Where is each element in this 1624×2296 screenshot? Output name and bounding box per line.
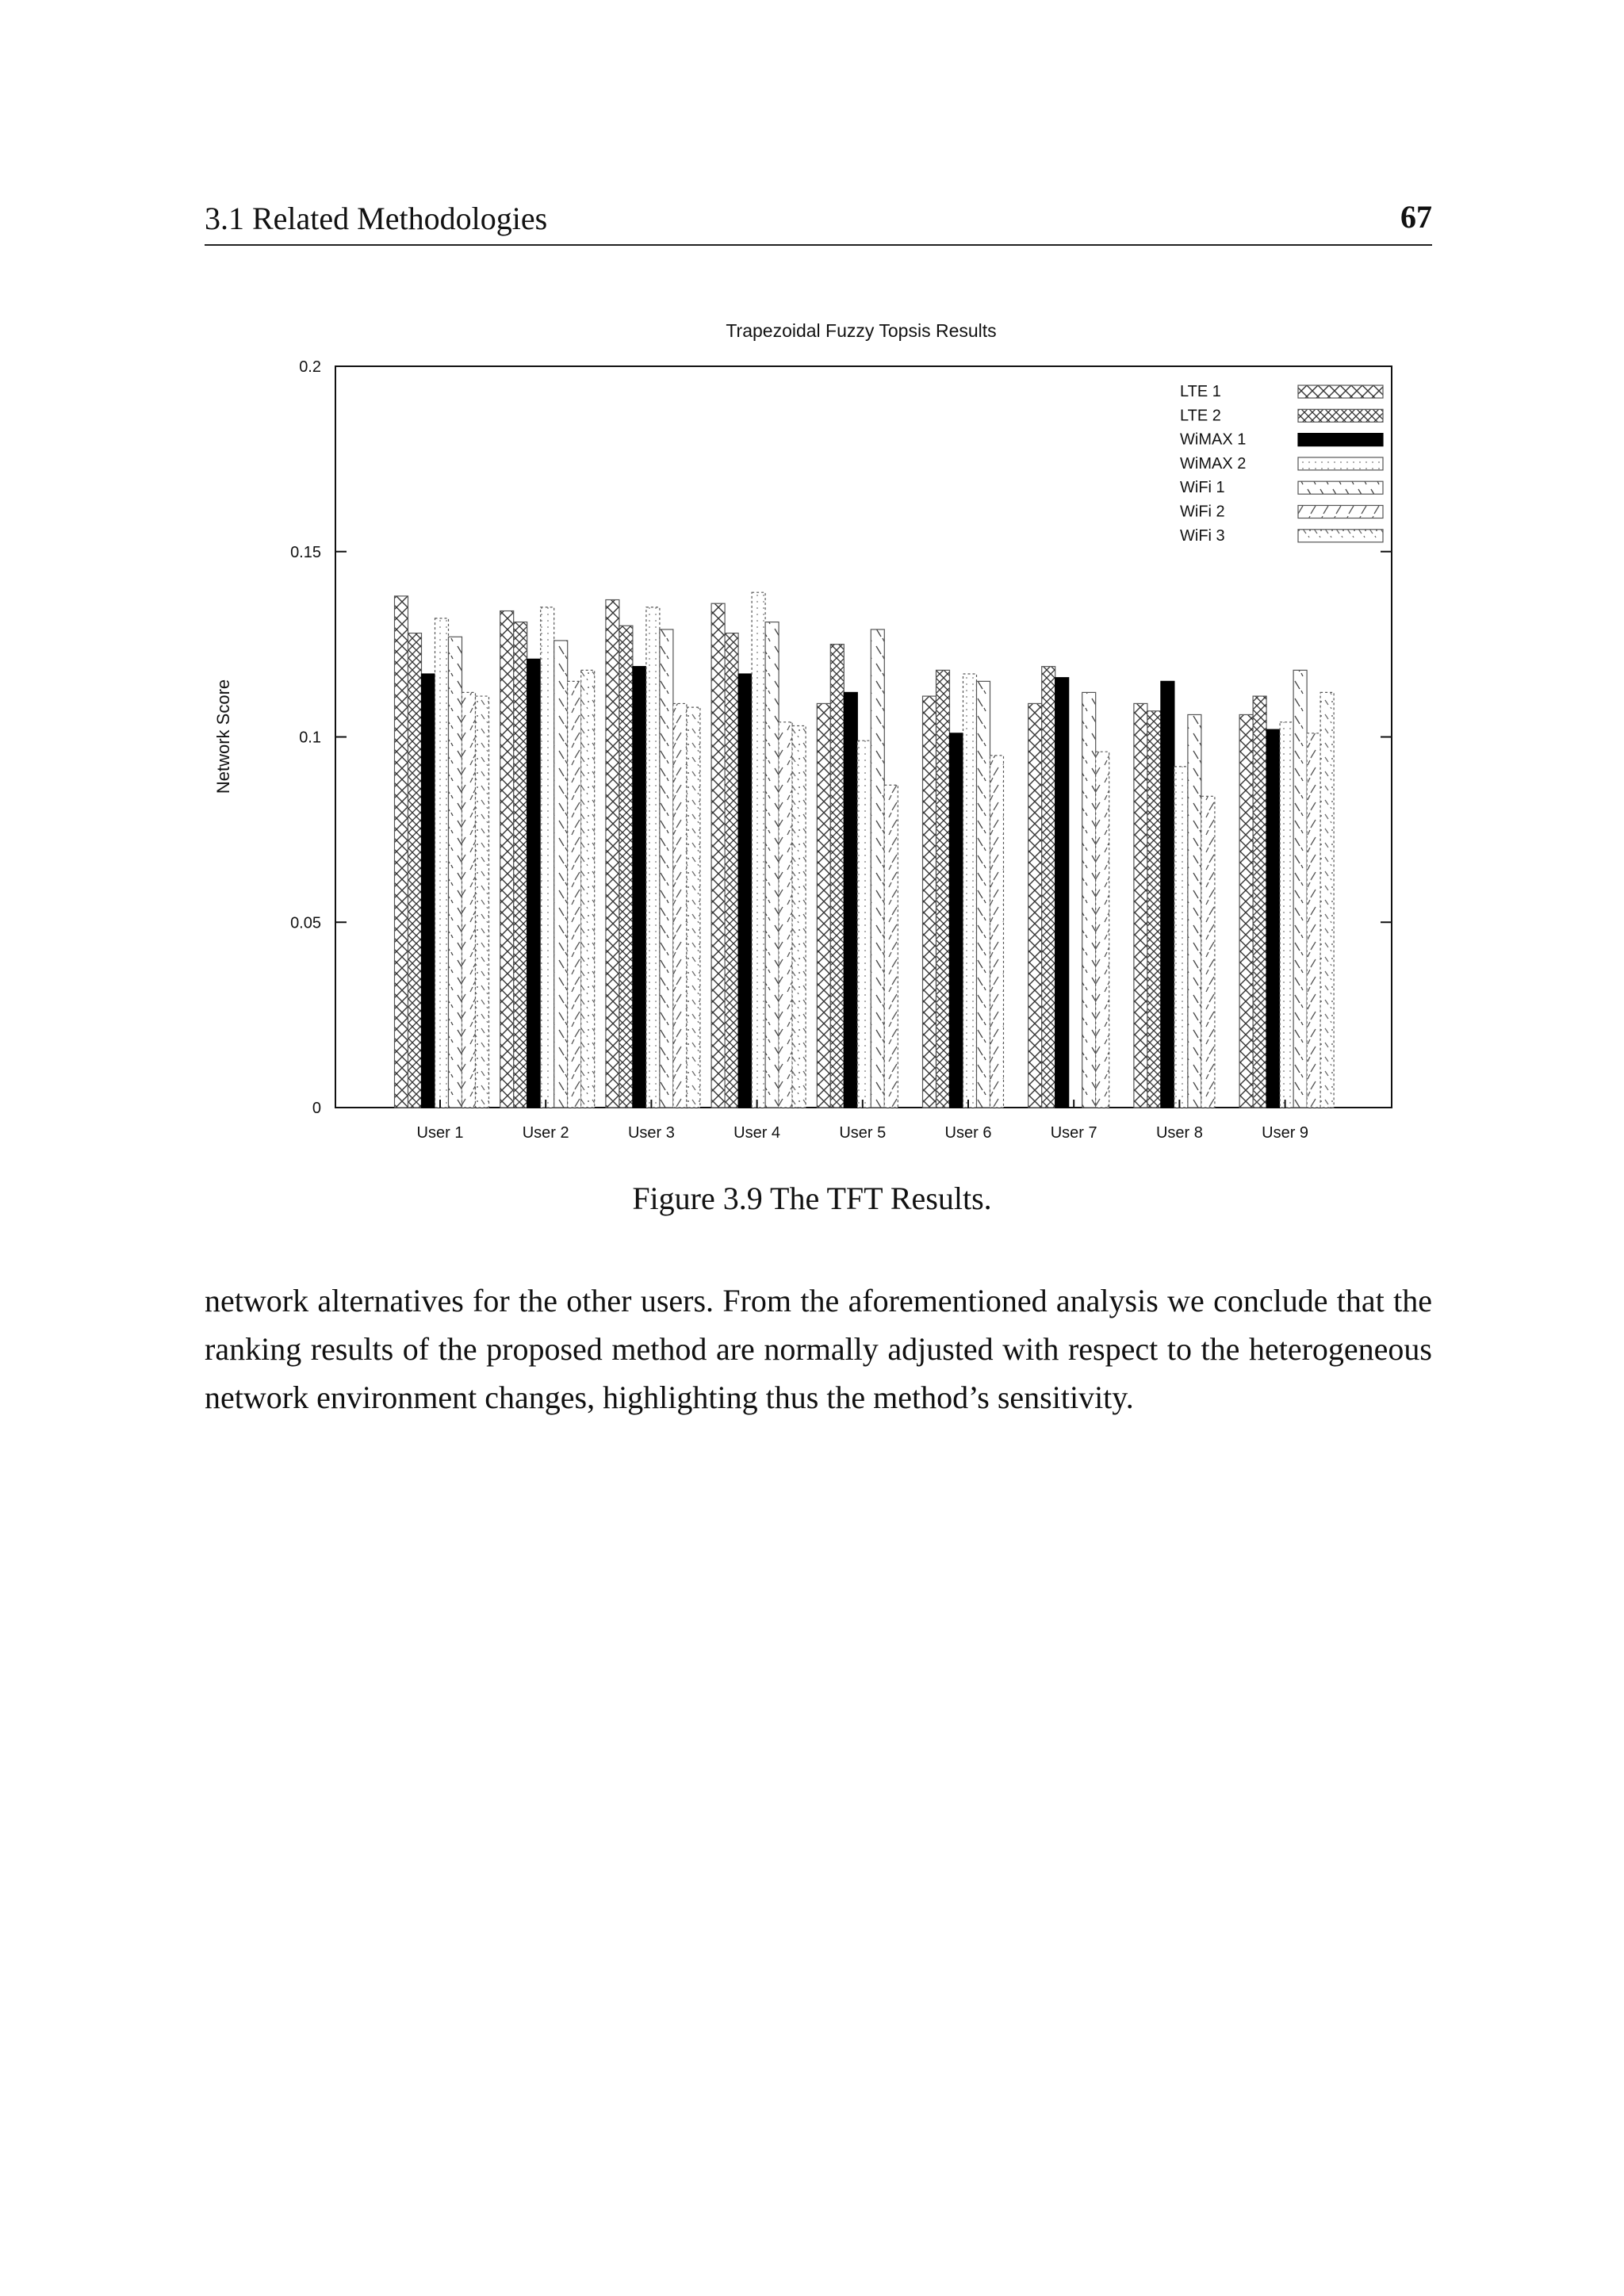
bar [752,592,765,1108]
bar [408,633,422,1108]
legend-label: WiMAX 2 [1180,454,1247,473]
bar [422,674,435,1108]
x-tick-label: User 7 [1050,1124,1097,1142]
bar [581,670,595,1108]
bar [1280,722,1293,1108]
bar [673,703,687,1108]
bar [884,785,898,1108]
bar [779,722,792,1108]
bar [462,692,476,1108]
bar [1253,696,1266,1108]
body-paragraph: network alternatives for the other users. From the aforementioned analysis we conclude that the ranking results of the proposed method are normally adjusted with respect to the heterogeneous network environment changes, highlighting thus the method’s sensitivity. [205,1283,1432,1415]
bar [738,674,752,1108]
y-tick-label: 0.1 [299,729,321,747]
legend-swatch [1298,409,1383,422]
bar [830,645,844,1108]
legend-label: WiFi 3 [1180,526,1225,545]
bar [1307,733,1320,1108]
bar [395,596,408,1108]
bar [514,622,527,1108]
bar [1188,714,1201,1108]
legend [1180,383,1383,545]
tft-results-chart [202,313,1408,1165]
bar [633,667,646,1108]
legend-swatch [1298,385,1383,398]
bar [844,692,857,1108]
x-tick-label: User 3 [627,1124,675,1142]
bar [1320,692,1334,1108]
legend-label: WiMAX 1 [1180,430,1247,449]
bar [1161,681,1174,1108]
x-tick-label: User 4 [733,1124,781,1142]
section-title: 3.1 Related Methodologies [205,201,548,236]
bar [936,670,950,1108]
bar [1266,729,1280,1108]
bar [660,629,673,1108]
y-tick-label: 0.05 [290,914,321,932]
bar [554,641,568,1108]
bar [1174,767,1188,1108]
bar [1042,667,1055,1108]
legend-swatch [1298,434,1383,446]
bar [963,674,977,1108]
legend-swatch [1298,506,1383,519]
plot-area [290,358,1392,1142]
bar [435,618,449,1108]
figure-caption: Figure 3.9 The TFT Results. [632,1181,992,1216]
bar [950,733,963,1108]
bar [711,603,725,1108]
bar [1201,796,1215,1108]
legend-swatch [1298,457,1383,470]
bar [923,696,936,1108]
x-tick-label: User 8 [1155,1124,1203,1142]
x-tick-label: User 1 [416,1124,464,1142]
bar [687,707,700,1108]
legend-swatch [1298,481,1383,494]
bar [725,633,738,1108]
legend-label: LTE 2 [1180,407,1221,425]
y-tick-label: 0.2 [299,358,321,376]
bar [500,611,514,1108]
bar [977,681,990,1108]
legend-label: WiFi 1 [1180,479,1225,497]
bar [990,756,1004,1108]
x-tick-label: User 5 [839,1124,887,1142]
bar [1239,714,1253,1108]
bar [871,629,884,1108]
bar [1028,703,1042,1108]
bar [619,626,633,1108]
page-header [205,195,1432,246]
legend-label: WiFi 2 [1180,503,1225,521]
chart-title: Trapezoidal Fuzzy Topsis Results [726,320,997,341]
y-axis-label: Network Score [213,679,233,794]
bar [541,607,554,1108]
bar [765,622,779,1108]
x-tick-label: User 9 [1262,1124,1309,1142]
bar [1147,711,1161,1108]
bar [792,725,806,1108]
legend-label: LTE 1 [1180,383,1221,400]
bar [1096,752,1109,1108]
bar [568,681,581,1108]
bar [817,703,830,1108]
bar [1293,670,1307,1108]
bar [476,696,489,1108]
bar [1134,703,1147,1108]
bar [527,659,541,1108]
bar [606,600,619,1108]
bar [1055,678,1069,1108]
bar [449,637,462,1108]
bar [646,607,660,1108]
y-tick-label: 0 [312,1100,321,1117]
legend-swatch [1298,530,1383,542]
bar [1082,692,1096,1108]
page-number: 67 [1400,199,1432,235]
x-tick-label: User 2 [522,1124,569,1142]
x-tick-label: User 6 [944,1124,992,1142]
bar [857,740,871,1108]
y-tick-label: 0.15 [290,543,321,561]
